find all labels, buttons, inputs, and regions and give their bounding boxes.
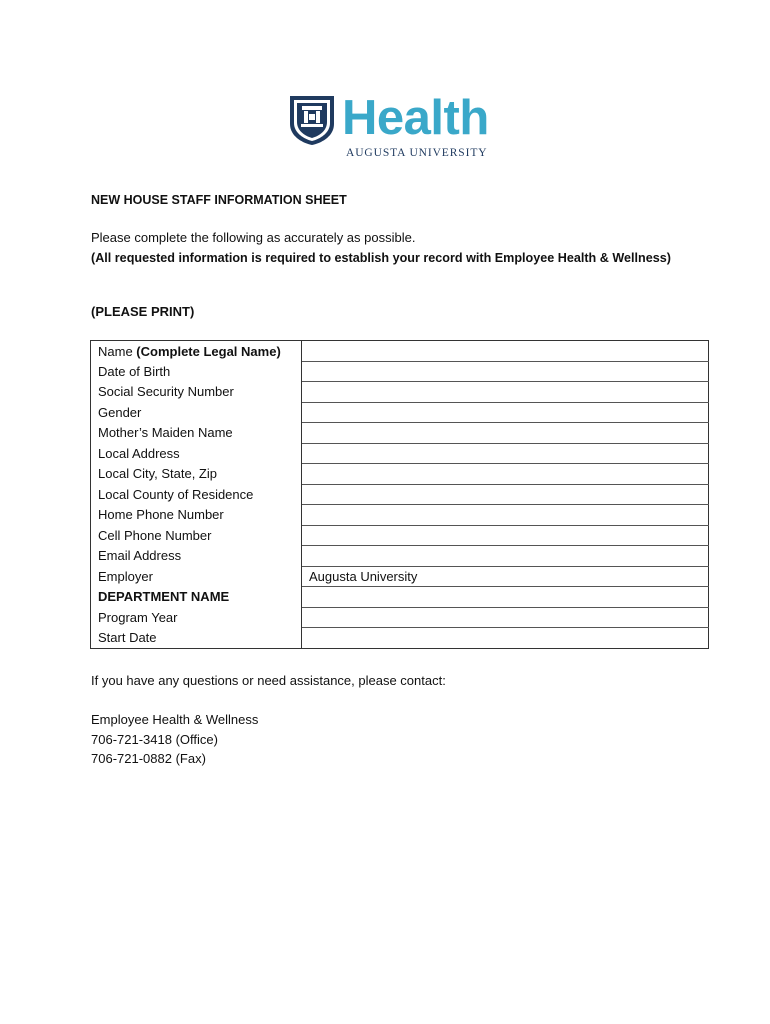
field-value[interactable] [302, 525, 709, 546]
logo-subtitle: AUGUSTA UNIVERSITY [346, 147, 488, 159]
table-row [91, 361, 709, 382]
augusta-university-shield-icon [288, 94, 336, 146]
table-row [91, 423, 709, 444]
page-title: NEW HOUSE STAFF INFORMATION SHEET [91, 193, 347, 207]
field-value[interactable] [302, 505, 709, 526]
table-row [91, 566, 709, 587]
table-row [91, 546, 709, 567]
field-label: Cell Phone Number [91, 525, 302, 546]
table-row [91, 587, 709, 608]
field-label: DEPARTMENT NAME [91, 587, 302, 608]
table-row [91, 607, 709, 628]
table-row [91, 484, 709, 505]
field-value[interactable] [302, 402, 709, 423]
field-value[interactable] [302, 361, 709, 382]
contact-organization: Employee Health & Wellness [91, 712, 259, 727]
field-value[interactable] [302, 484, 709, 505]
field-label: Gender [91, 402, 302, 423]
field-value-name[interactable] [302, 341, 709, 362]
field-label: Social Security Number [91, 382, 302, 403]
field-label: Local City, State, Zip [91, 464, 302, 485]
contact-details [91, 710, 258, 769]
field-label: Local Address [91, 443, 302, 464]
field-value[interactable] [302, 443, 709, 464]
field-value[interactable] [302, 628, 709, 649]
field-value[interactable] [302, 423, 709, 444]
field-label: Mother’s Maiden Name [91, 423, 302, 444]
field-label: Email Address [91, 546, 302, 567]
contact-fax: 706-721-0882 (Fax) [91, 751, 206, 766]
field-label: Home Phone Number [91, 505, 302, 526]
intro-line: Please complete the following as accurately as possible. [91, 230, 416, 245]
augusta-health-logo [288, 91, 512, 160]
field-label: Date of Birth [91, 361, 302, 382]
field-value[interactable] [302, 587, 709, 608]
field-label-name [91, 341, 302, 362]
information-form-table [90, 340, 709, 649]
table-row [91, 443, 709, 464]
table-row [91, 525, 709, 546]
table-row [91, 402, 709, 423]
name-label-prefix: Name [98, 343, 137, 359]
field-label: Employer [91, 566, 302, 587]
contact-prompt: If you have any questions or need assistance, please contact: [91, 673, 446, 688]
logo-wordmark: Health [342, 91, 489, 145]
field-value[interactable]: Augusta University [302, 566, 709, 587]
field-label: Program Year [91, 607, 302, 628]
intro-required-note: (All requested information is required to establish your record with Employee Health & Wellness) [91, 251, 671, 265]
name-label-qualifier: (Complete Legal Name) [136, 343, 281, 359]
table-row [91, 628, 709, 649]
intro-text [91, 228, 671, 268]
table-row [91, 382, 709, 403]
print-instruction: (PLEASE PRINT) [91, 304, 195, 319]
table-row [91, 341, 709, 362]
field-label: Local County of Residence [91, 484, 302, 505]
field-value[interactable] [302, 546, 709, 567]
field-value[interactable] [302, 382, 709, 403]
table-row [91, 464, 709, 485]
table-row [91, 505, 709, 526]
field-label: Start Date [91, 628, 302, 649]
field-value[interactable] [302, 464, 709, 485]
contact-office-phone: 706-721-3418 (Office) [91, 731, 218, 747]
field-value[interactable] [302, 607, 709, 628]
